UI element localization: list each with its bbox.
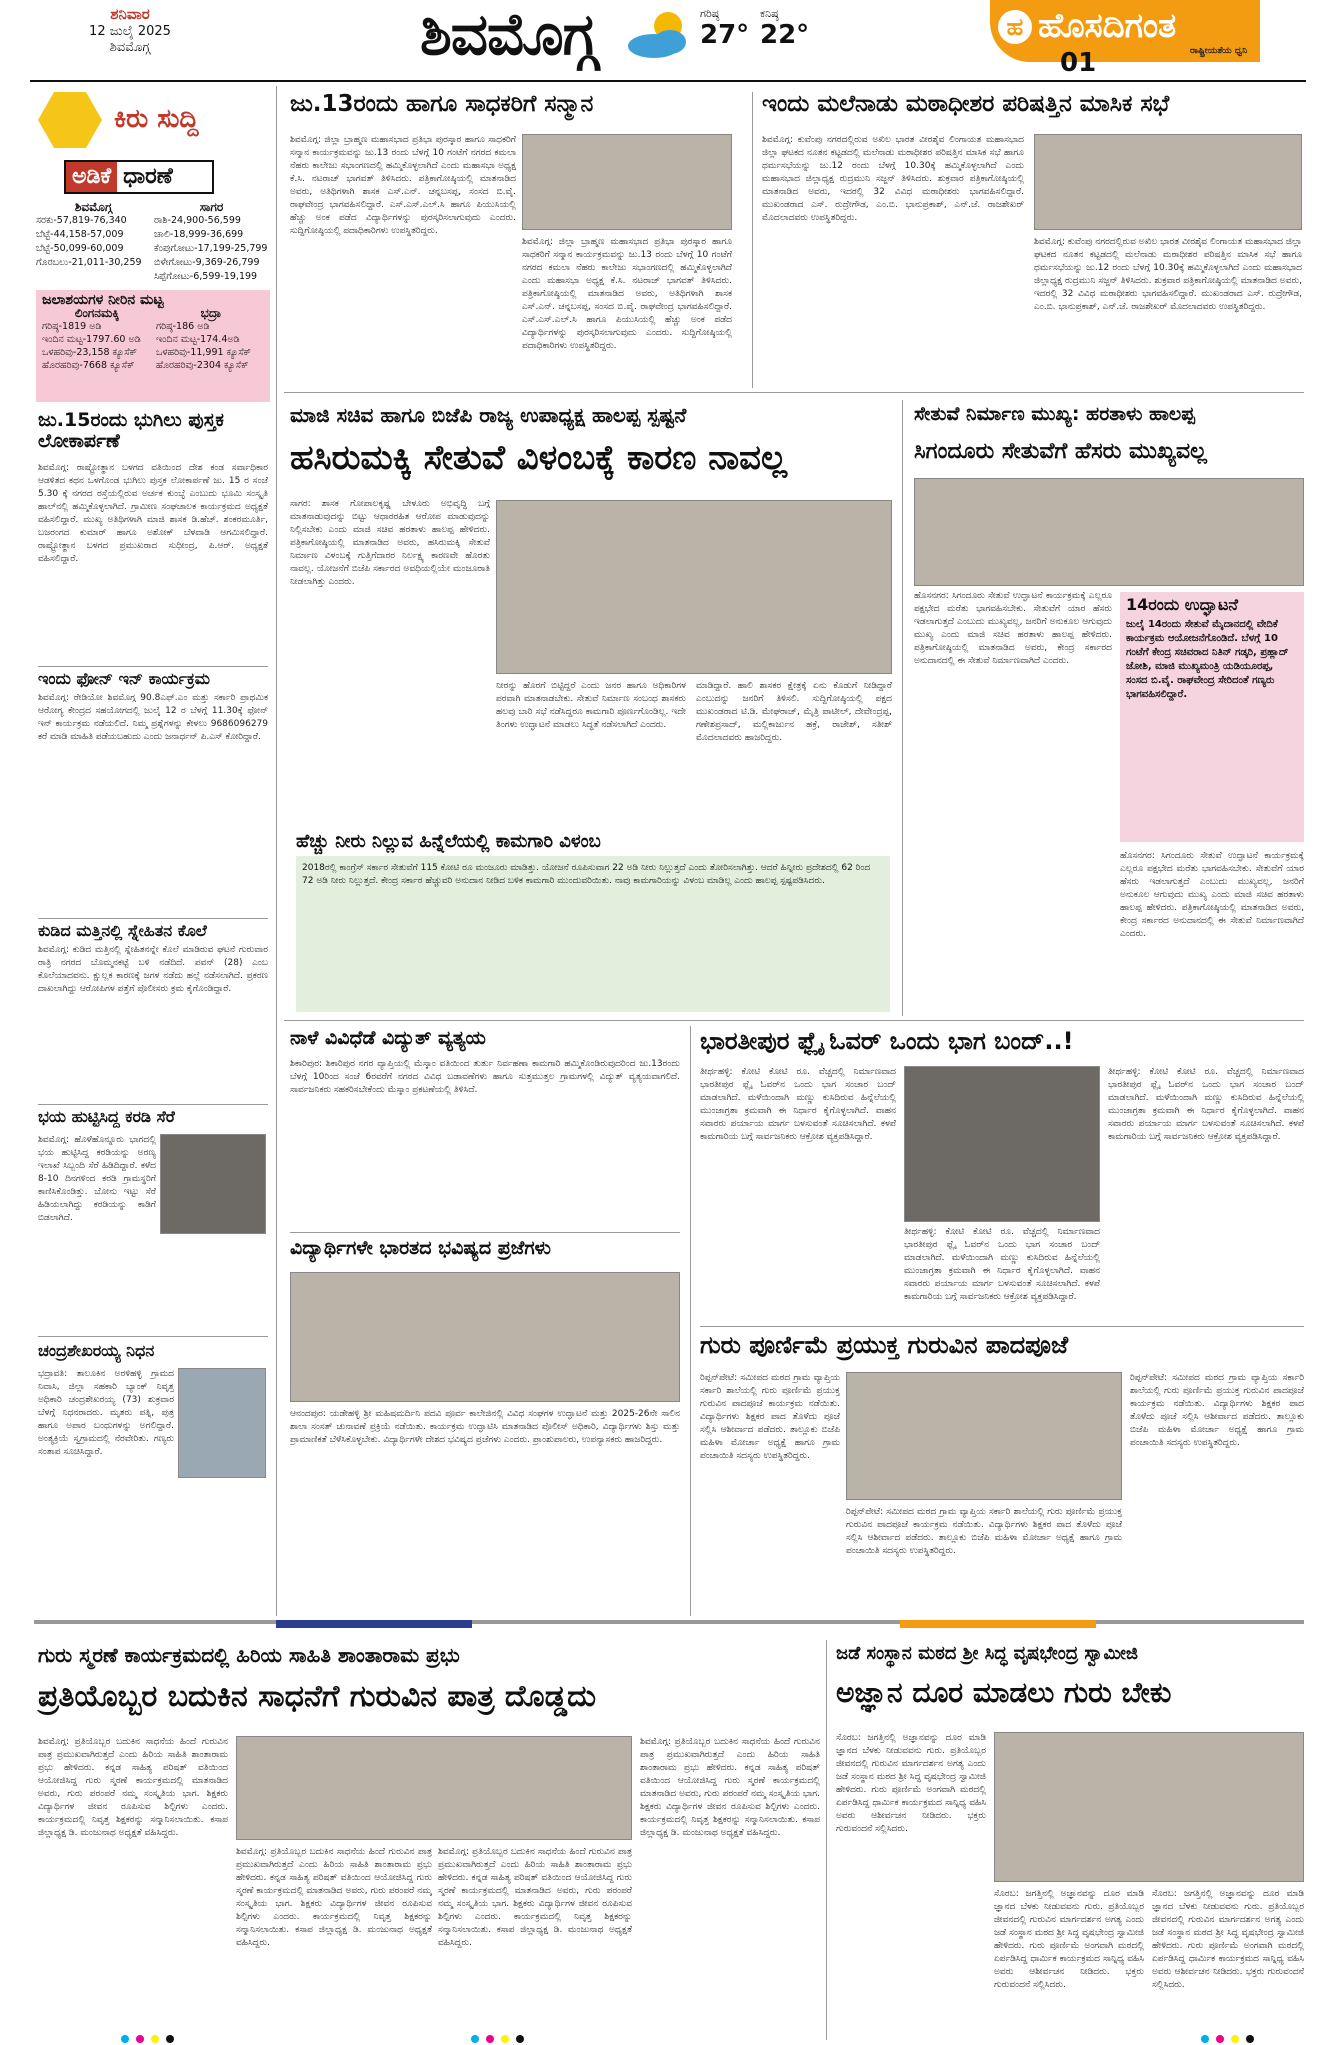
divider (38, 918, 268, 919)
rate-line: ಹೊರಹರಿವು-7668 ಕ್ಯೂಸೆಕ್ (42, 360, 135, 371)
masthead-date-text: 12 ಜುಲೈ 2025 (89, 24, 171, 39)
rate-line: ಇಂದಿನ ಮಟ್ಟ-1797.60 ಅಡಿ (42, 334, 141, 345)
water-level-title: ಜಲಾಶಯಗಳ ನೀರಿನ ಮಟ್ಟ (42, 292, 164, 308)
hand-icon (38, 92, 102, 148)
story-sigandur-cont: ಹೊಸನಗರ: ಸಿಗಂದೂರು ಸೇತುವೆ ಉದ್ಘಾಟನೆ ಕಾರ್ಯಕ್ರಮಕ್ಕೆ ಎಲ್ಲರೂ ಪಕ್ಷಭೇದ ಮರೆತು ಭಾಗವಹಿಸಬೇಕು. ಸೇತುವೆಗೆ ಯಾರ ಹೆಸರು ಇಡಲಾಗುತ್ತದೆ ಎಂಬುದು ಮುಖ್ಯವಲ್ಲ, ಜನರಿಗೆ ಅನುಕೂಲ ಆಗುವುದು ಮುಖ್ಯ ಎಂದು ಮಾಜಿ ಸಚಿವ ಹರತಾಳು ಹಾಲಪ್ಪ ಹೇಳಿದರು. ಪತ್ರಿಕಾಗೋಷ್ಠಿಯಲ್ಲಿ ಮಾತನಾಡಿದ ಅವರು, ಕೇಂದ್ರ ಸರ್ಕಾರದ ಅನುದಾನದಲ್ಲಿ ಈ ಸೇತುವೆ ನಿರ್ಮಾಣವಾಗಿದೆ ಎಂದರು. (1120, 851, 1304, 939)
weather-icon (620, 8, 700, 62)
rates-shimoga: ಶಿವಮೊಗ್ಗ ಸರಕು-57,819-76,340 ಬೆಟ್ಟೆ-44,158-57,009 ಬೆಟ್ಟೆ-50,099-60,009 ಗೊರಬಲು-21,011-30,259 (36, 200, 151, 270)
kiru-suddi-title: ಕಿರು ಸುದ್ದಿ (114, 104, 199, 134)
adike-rate-title: ಅಡಿಕೆ ಧಾರಣೆ (64, 160, 214, 194)
story-guru-purnima: ರಿಪ್ಪನ್‌ಪೇಟೆ: ಸಮೀಪದ ಮಠದ ಗ್ರಾಮ ವ್ಯಾಪ್ತಿಯ ಸರ್ಕಾರಿ ಶಾಲೆಯಲ್ಲಿ ಗುರು ಪೂರ್ಣಿಮೆ ಪ್ರಯುಕ್ತ ಗುರುವಿನ ಪಾದಪೂಜೆ ಕಾರ್ಯಕ್ರಮ ನಡೆಯಿತು. ವಿದ್ಯಾರ್ಥಿಗಳು ಶಿಕ್ಷಕರ ಪಾದ ತೊಳೆದು ಪೂಜೆ ಸಲ್ಲಿಸಿ ಆಶೀರ್ವಾದ ಪಡೆದರು. ತಾಲ್ಲೂಕು ಬಿಜೆಪಿ ಮಹಿಳಾ ಮೋರ್ಚಾ ಅಧ್ಯಕ್ಷೆ ಹಾಗೂ ಗ್ರಾಮ ಪಂಚಾಯಿತಿ ಸದಸ್ಯರು ಉಪಸ್ಥಿತರಿದ್ದರು. (700, 1373, 840, 1461)
photo-students (290, 1272, 680, 1402)
column-divider (276, 86, 277, 1616)
box-delay (296, 856, 890, 1012)
photo-flyover (904, 1066, 1100, 1222)
headline-flyover: ಭಾರತೀಪುರ ಫ್ಲೈ ಓವರ್ ಒಂದು ಭಾಗ ಬಂದ್..! (700, 1027, 1074, 1055)
story-sigandur: ಹೊಸನಗರ: ಸಿಗಂದೂರು ಸೇತುವೆ ಉದ್ಘಾಟನೆ ಕಾರ್ಯಕ್ರಮಕ್ಕೆ ಎಲ್ಲರೂ ಪಕ್ಷಭೇದ ಮರೆತು ಭಾಗವಹಿಸಬೇಕು. ಸೇತುವೆಗೆ ಯಾರ ಹೆಸರು ಇಡಲಾಗುತ್ತದೆ ಎಂಬುದು ಮುಖ್ಯವಲ್ಲ, ಜನರಿಗೆ ಅನುಕೂಲ ಆಗುವುದು ಮುಖ್ಯ ಎಂದು ಮಾಜಿ ಸಚಿವ ಹರತಾಳು ಹಾಲಪ್ಪ ಹೇಳಿದರು. ಪತ್ರಿಕಾಗೋಷ್ಠಿಯಲ್ಲಿ ಮಾತನಾಡಿದ ಅವರು, ಕೇಂದ್ರ ಸರ್ಕಾರದ ಅನುದಾನದಲ್ಲಿ ಈ ಸೇತುವೆ ನಿರ್ಮಾಣವಾಗಿದೆ ಎಂದರು. (914, 591, 1112, 666)
headline-bhugilu: ಜು.15ರಂದು ಭುಗಿಲು ಪುಸ್ತಕ ಲೋಕಾರ್ಪಣೆ (38, 409, 224, 452)
story-jade-matha-cont2: ಸೊರಬ: ಜಗತ್ತಿನಲ್ಲಿ ಅಜ್ಞಾನವನ್ನು ದೂರ ಮಾಡಿ ಜ್ಞಾನದ ಬೆಳಕು ನೀಡುವವನು ಗುರು. ಪ್ರತಿಯೊಬ್ಬರ ಜೀವನದಲ್ಲಿ ಗುರುವಿನ ಮಾರ್ಗದರ್ಶನ ಅಗತ್ಯ ಎಂದು ಜಡೆ ಸಂಸ್ಥಾನ ಮಠದ ಶ್ರೀ ಸಿದ್ಧ ವೃಷಭೇಂದ್ರ ಸ್ವಾಮೀಜಿ ಹೇಳಿದರು. ಗುರು ಪೂರ್ಣಿಮೆ ಅಂಗವಾಗಿ ಮಠದಲ್ಲಿ ಏರ್ಪಡಿಸಿದ್ದ ಧಾರ್ಮಿಕ ಕಾರ್ಯಕ್ರಮದ ಸಾನ್ನಿಧ್ಯ ವಹಿಸಿ ಅವರು ಆಶೀರ್ವಚನ ನೀಡಿದರು. ಭಕ್ತರು ಗುರುವಂದನೆ ಸಲ್ಲಿಸಿದರು. (1152, 1889, 1304, 1990)
column-divider (902, 400, 903, 1016)
rate-line: ಚಾಲಿ-18,999-36,699 (154, 229, 244, 240)
photo-sigandur-press (914, 478, 1304, 586)
photo-brahmana-sabha (522, 134, 732, 230)
rate-line: ಬಿಳೇಗೋಟು-9,369-26,799 (154, 257, 260, 268)
min-temp-value: 22° (760, 20, 810, 50)
rate-line: ರಾಶಿ-24,900-56,599 (154, 215, 241, 226)
story-students: ಆನಂದಪುರ: ಯಡೇಹಳ್ಳಿ ಶ್ರೀ ಮಹಿಷಮರ್ದಿನಿ ಪದವಿ ಪೂರ್ವ ಕಾಲೇಜಿನಲ್ಲಿ ವಿವಿಧ ಸಂಘಗಳ ಉದ್ಘಾಟನೆ ಮತ್ತು 2025-26ನೇ ಸಾಲಿನ ಶಾಲಾ ಸಂಸತ್ ಚುನಾವಣೆ ಪ್ರಕ್ರಿಯೆ ನಡೆಯಿತು. ಕಾರ್ಯಕ್ರಮ ಉದ್ಘಾಟಿಸಿ ಮಾತನಾಡಿದ ಪೊಲೀಸ್ ಅಧಿಕಾರಿ, ವಿದ್ಯಾರ್ಥಿಗಳು ಶಿಸ್ತು ಮತ್ತು ಪ್ರಾಮಾಣಿಕತೆ ಬೆಳೆಸಿಕೊಳ್ಳಬೇಕು. ವಿದ್ಯಾರ್ಥಿಗಳೇ ದೇಶದ ಭವಿಷ್ಯದ ಪ್ರಜೆಗಳು ಎಂದರು. ಪ್ರಾಂಶುಪಾಲರು, ಉಪನ್ಯಾಸಕರು ಹಾಜರಿದ್ದರು. (290, 1409, 680, 1445)
story-mathadhishara-cont: ಶಿವಮೊಗ್ಗ: ಕುವೆಂಪು ನಗರದಲ್ಲಿರುವ ಅಖಿಲ ಭಾರತ ವೀರಶೈವ ಲಿಂಗಾಯತ ಮಹಾಸಭಾದ ಜಿಲ್ಲಾ ಘಟಕದ ನೂತನ ಕಟ್ಟಡದಲ್ಲಿ ಮಲೆನಾಡು ಮಠಾಧೀಶರ ಪರಿಷತ್ತಿನ ಮಾಸಿಕ ಸಭೆ ಹಾಗೂ ಧರ್ಮಸಭೆಯನ್ನು ಜು.12 ರಂದು ಬೆಳಗ್ಗೆ 10.30ಕ್ಕೆ ಹಮ್ಮಿಕೊಳ್ಳಲಾಗಿದೆ ಎಂದು ಮಹಾಸಭಾದ ಜಿಲ್ಲಾಧ್ಯಕ್ಷ ರುದ್ರಮುನಿ ಸಜ್ಜನ್ ತಿಳಿಸಿದರು. ಶುಕ್ರವಾರ ಪತ್ರಿಕಾಗೋಷ್ಠಿಯಲ್ಲಿ ಮಾತನಾಡಿದ ಅವರು, ಇದರಲ್ಲಿ 32 ವಿವಿಧ ಮಠಾಧೀಶರು ಭಾಗವಹಿಸಲಿದ್ದಾರೆ. ಮುಖಂಡರಾದ ಎಸ್. ರುದ್ರೇಗೌಡ, ಎಂ.ಬಿ. ಭಾನುಪ್ರಕಾಶ್, ಎನ್.ಜೆ. ರಾಜಶೇಖರ್ ಮೊದಲಾದವರು ಉಪಸ್ಥಿತರಿದ್ದರು. (1034, 237, 1302, 312)
story-hasirumakki-cont: ನೀರನ್ನು ಹೊರಗೆ ಬಿಟ್ಟಿದ್ದರೆ ಎಂದು ಜನರ ಹಾಗೂ ಅಧಿಕಾರಿಗಳ ಪರವಾಗಿ ಮಾತನಾಡಬೇಕು. ಸೇತುವೆ ನಿರ್ಮಾಣ ಸಂಬಂಧ ಶಾಸಕರು ಹಲವು ಬಾರಿ ಸಭೆ ನಡೆಸಿದ್ದರೂ ಕಾಮಗಾರಿ ಪೂರ್ಣಗೊಂಡಿಲ್ಲ. ಇದೇ ತಿಂಗಳು ಉದ್ಘಾಟನೆ ಮಾಡಲು ಸಿದ್ಧತೆ ನಡೆಸಲಾಗಿದೆ ಎಂದರು. (496, 681, 686, 730)
registration-marks-icon (470, 2034, 530, 2044)
masthead-date (60, 6, 200, 56)
story-guru-purnima-cont: ರಿಪ್ಪನ್‌ಪೇಟೆ: ಸಮೀಪದ ಮಠದ ಗ್ರಾಮ ವ್ಯಾಪ್ತಿಯ ಸರ್ಕಾರಿ ಶಾಲೆಯಲ್ಲಿ ಗುರು ಪೂರ್ಣಿಮೆ ಪ್ರಯುಕ್ತ ಗುರುವಿನ ಪಾದಪೂಜೆ ಕಾರ್ಯಕ್ರಮ ನಡೆಯಿತು. ವಿದ್ಯಾರ್ಥಿಗಳು ಶಿಕ್ಷಕರ ಪಾದ ತೊಳೆದು ಪೂಜೆ ಸಲ್ಲಿಸಿ ಆಶೀರ್ವಾದ ಪಡೆದರು. ತಾಲ್ಲೂಕು ಬಿಜೆಪಿ ಮಹಿಳಾ ಮೋರ್ಚಾ ಅಧ್ಯಕ್ಷೆ ಹಾಗೂ ಗ್ರಾಮ ಪಂಚಾಯಿತಿ ಸದಸ್ಯರು ಉಪಸ್ಥಿತರಿದ್ದರು. (846, 1507, 1122, 1556)
divider (38, 666, 268, 667)
photo-halappa-press (496, 500, 892, 674)
divider (284, 1020, 1304, 1021)
headline-sigandur: ಸಿಗಂದೂರು ಸೇತುವೆಗೆ ಹೆಸರು ಮುಖ್ಯವಲ್ಲ (914, 439, 1207, 464)
headline-power-cut: ನಾಳೆ ವಿವಿಧೆಡೆ ವಿದ್ಯುತ್ ವ್ಯತ್ಯಯ (290, 1027, 486, 1049)
masthead-rule (30, 80, 1306, 82)
headline-mathadhishara: ಇಂದು ಮಲೆನಾಡು ಮಠಾಧೀಶರ ಪರಿಷತ್ತಿನ ಮಾಸಿಕ ಸಭೆ (762, 91, 1170, 117)
headline-murder: ಕುಡಿದ ಮತ್ತಿನಲ್ಲಿ ಸ್ನೇಹಿತನ ಕೊಲೆ (38, 921, 207, 940)
divider (284, 392, 1304, 393)
divider (700, 1326, 1304, 1327)
story-mathadhishara: ಶಿವಮೊಗ್ಗ: ಕುವೆಂಪು ನಗರದಲ್ಲಿರುವ ಅಖಿಲ ಭಾರತ ವೀರಶೈವ ಲಿಂಗಾಯತ ಮಹಾಸಭಾದ ಜಿಲ್ಲಾ ಘಟಕದ ನೂತನ ಕಟ್ಟಡದಲ್ಲಿ ಮಲೆನಾಡು ಮಠಾಧೀಶರ ಪರಿಷತ್ತಿನ ಮಾಸಿಕ ಸಭೆ ಹಾಗೂ ಧರ್ಮಸಭೆಯನ್ನು ಜು.12 ರಂದು ಬೆಳಗ್ಗೆ 10.30ಕ್ಕೆ ಹಮ್ಮಿಕೊಳ್ಳಲಾಗಿದೆ ಎಂದು ಮಹಾಸಭಾದ ಜಿಲ್ಲಾಧ್ಯಕ್ಷ ರುದ್ರಮುನಿ ಸಜ್ಜನ್ ತಿಳಿಸಿದರು. ಶುಕ್ರವಾರ ಪತ್ರಿಕಾಗೋಷ್ಠಿಯಲ್ಲಿ ಮಾತನಾಡಿದ ಅವರು, ಇದರಲ್ಲಿ 32 ವಿವಿಧ ಮಠಾಧೀಶರು ಭಾಗವಹಿಸಲಿದ್ದಾರೆ. ಮುಖಂಡರಾದ ಎಸ್. ರುದ್ರೇಗೌಡ, ಎಂ.ಬಿ. ಭಾನುಪ್ರಕಾಶ್, ಎನ್.ಜೆ. ರಾಜಶೇಖರ್ ಮೊದಲಾದವರು ಉಪಸ್ಥಿತರಿದ್ದರು. (762, 135, 1024, 223)
story-brahmana-sabha: ಶಿವಮೊಗ್ಗ: ಜಿಲ್ಲಾ ಬ್ರಾಹ್ಮಣ ಮಹಾಸಭಾದ ಪ್ರತಿಭಾ ಪುರಸ್ಕಾರ ಹಾಗೂ ಸಾಧಕರಿಗೆ ಸನ್ಮಾನ ಕಾರ್ಯಕ್ರಮವನ್ನು ಜು.13 ರಂದು ಬೆಳಗ್ಗೆ 10 ಗಂಟೆಗೆ ನಗರದ ಕಮಲಾ ನೆಹರು ಕಾಲೇಜು ಸಭಾಂಗಣದಲ್ಲಿ ಹಮ್ಮಿಕೊಳ್ಳಲಾಗಿದೆ ಎಂದು ಮಹಾಸಭಾ ಅಧ್ಯಕ್ಷ ಕೆ.ಸಿ. ನಟರಾಜ್ ಭಾಗವತ್ ತಿಳಿಸಿದರು. ಪತ್ರಿಕಾಗೋಷ್ಠಿಯಲ್ಲಿ ಮಾತನಾಡಿದ ಅವರು, ಅತಿಥಿಗಳಾಗಿ ಶಾಸಕ ಎಸ್.ಎನ್. ಚನ್ನಬಸಪ್ಪ, ಸಂಸದ ಬಿ.ವೈ. ರಾಘವೇಂದ್ರ ಭಾಗವಹಿಸಲಿದ್ದಾರೆ. ಎಸ್.ಎಸ್.ಎಲ್.ಸಿ ಹಾಗೂ ಪಿಯುಸಿಯಲ್ಲಿ ಹೆಚ್ಚು ಅಂಕ ಪಡೆದ ವಿದ್ಯಾರ್ಥಿಗಳನ್ನು ಪುರಸ್ಕರಿಸಲಾಗುವುದು ಎಂದರು. ಸುದ್ದಿಗೋಷ್ಠಿಯಲ್ಲಿ ಪದಾಧಿಕಾರಿಗಳು ಉಪಸ್ಥಿತರಿದ್ದರು. (290, 135, 516, 236)
story-guru-smarane-cont2: ಶಿವಮೊಗ್ಗ: ಪ್ರತಿಯೊಬ್ಬರ ಬದುಕಿನ ಸಾಧನೆಯ ಹಿಂದೆ ಗುರುವಿನ ಪಾತ್ರ ಪ್ರಮುಖವಾಗಿರುತ್ತದೆ ಎಂದು ಹಿರಿಯ ಸಾಹಿತಿ ಶಾಂತಾರಾಮ ಪ್ರಭು ಹೇಳಿದರು. ಕನ್ನಡ ಸಾಹಿತ್ಯ ಪರಿಷತ್ ವತಿಯಿಂದ ಆಯೋಜಿಸಿದ್ದ ಗುರು ಸ್ಮರಣೆ ಕಾರ್ಯಕ್ರಮದಲ್ಲಿ ಮಾತನಾಡಿದ ಅವರು, ಗುರು ಪರಂಪರೆ ನಮ್ಮ ಸಂಸ್ಕೃತಿಯ ಭಾಗ. ಶಿಕ್ಷಕರು ವಿದ್ಯಾರ್ಥಿಗಳ ಜೀವನ ರೂಪಿಸುವ ಶಿಲ್ಪಿಗಳು ಎಂದರು. ಕಾರ್ಯಕ್ರಮದಲ್ಲಿ ನಿವೃತ್ತ ಶಿಕ್ಷಕರನ್ನು ಸನ್ಮಾನಿಸಲಾಯಿತು. ಕಸಾಪ ಜಿಲ್ಲಾಧ್ಯಕ್ಷ ಡಿ. ಮಂಜುನಾಥ ಅಧ್ಯಕ್ಷತೆ ವಹಿಸಿದ್ದರು. (438, 1847, 632, 1948)
column-divider (752, 92, 753, 388)
min-temp-label: ಕನಿಷ್ಠ (760, 7, 779, 20)
rate-line: ಬೆಟ್ಟೆ-44,158-57,009 (36, 229, 124, 240)
kicker-jade-matha: ಜಡೆ ಸಂಸ್ಥಾನ ಮಠದ ಶ್ರೀ ಸಿದ್ಧ ವೃಷಭೇಂದ್ರ ಸ್ವಾಮೀಜಿ (836, 1643, 1139, 1664)
headline-phone-in: ಇಂದು ಫೋನ್ ಇನ್ ಕಾರ್ಯಕ್ರಮ (38, 669, 211, 688)
section-separator (34, 1620, 1304, 1624)
min-temp (760, 8, 809, 50)
rate-line: ಒಳಹರಿವು-11,991 ಕ್ಯೂಸೆಕ್ (156, 347, 251, 358)
max-temp-value: 27° (700, 20, 750, 50)
box-inauguration-title: 14ರಂದು ಉದ್ಘಾಟನೆ (1126, 595, 1238, 614)
masthead-city: ಶಿವಮೊಗ್ಗ (109, 40, 151, 55)
registration-marks-icon (1200, 2034, 1260, 2044)
story-murder: ಶಿವಮೊಗ್ಗ: ಕುಡಿದ ಮತ್ತಿನಲ್ಲಿ ಸ್ನೇಹಿತನನ್ನೇ ಕೊಲೆ ಮಾಡಿರುವ ಘಟನೆ ಗುರುವಾರ ರಾತ್ರಿ ನಗರದ ಬೊಮ್ಮನಕಟ್ಟೆ ಬಳಿ ನಡೆದಿದೆ. ಪವನ್ (28) ಎಂಬ ಕೊಲೆಯಾದವನು. ಕ್ಷುಲ್ಲಕ ಕಾರಣಕ್ಕೆ ಜಗಳ ನಡೆದು ಹಲ್ಲೆ ನಡೆಸಲಾಗಿದೆ. ಪ್ರಕರಣ ದಾಖಲಾಗಿದ್ದು ಆರೋಪಿಗಳ ಪತ್ತೆಗೆ ಪೊಲೀಸರು ಕ್ರಮ ಕೈಗೊಂಡಿದ್ದಾರೆ. (38, 945, 268, 994)
headline-bear: ಭಯ ಹುಟ್ಟಿಸಿದ್ದ ಕರಡಿ ಸೆರೆ (38, 1107, 175, 1126)
headline-obituary: ಚಂದ್ರಶೇಖರಯ್ಯ ನಿಧನ (38, 1341, 155, 1360)
headline-jade-matha: ಅಜ್ಞಾನ ದೂರ ಮಾಡಲು ಗುರು ಬೇಕು (836, 1676, 1172, 1709)
story-guru-smarane-cont: ಶಿವಮೊಗ್ಗ: ಪ್ರತಿಯೊಬ್ಬರ ಬದುಕಿನ ಸಾಧನೆಯ ಹಿಂದೆ ಗುರುವಿನ ಪಾತ್ರ ಪ್ರಮುಖವಾಗಿರುತ್ತದೆ ಎಂದು ಹಿರಿಯ ಸಾಹಿತಿ ಶಾಂತಾರಾಮ ಪ್ರಭು ಹೇಳಿದರು. ಕನ್ನಡ ಸಾಹಿತ್ಯ ಪರಿಷತ್ ವತಿಯಿಂದ ಆಯೋಜಿಸಿದ್ದ ಗುರು ಸ್ಮರಣೆ ಕಾರ್ಯಕ್ರಮದಲ್ಲಿ ಮಾತನಾಡಿದ ಅವರು, ಗುರು ಪರಂಪರೆ ನಮ್ಮ ಸಂಸ್ಕೃತಿಯ ಭಾಗ. ಶಿಕ್ಷಕರು ವಿದ್ಯಾರ್ಥಿಗಳ ಜೀವನ ರೂಪಿಸುವ ಶಿಲ್ಪಿಗಳು ಎಂದರು. ಕಾರ್ಯಕ್ರಮದಲ್ಲಿ ನಿವೃತ್ತ ಶಿಕ್ಷಕರನ್ನು ಸನ್ಮಾನಿಸಲಾಯಿತು. ಕಸಾಪ ಜಿಲ್ಲಾಧ್ಯಕ್ಷ ಡಿ. ಮಂಜುನಾಥ ಅಧ್ಯಕ್ಷತೆ ವಹಿಸಿದ್ದರು. (236, 1847, 432, 1948)
rate-line: ಗರಿಷ್ಠ-1819 ಅಡಿ (42, 321, 102, 332)
obituary-photo (178, 1368, 266, 1478)
story-flyover-cont2: ತೀರ್ಥಹಳ್ಳಿ: ಕೋಟಿ ಕೋಟಿ ರೂ. ವೆಚ್ಚದಲ್ಲಿ ನಿರ್ಮಾಣವಾದ ಭಾರತೀಪುರ ಫ್ಲೈ ಓವರ್‌ನ ಒಂದು ಭಾಗ ಸಂಚಾರ ಬಂದ್ ಮಾಡಲಾಗಿದೆ. ಮಳೆಯಿಂದಾಗಿ ಮಣ್ಣು ಕುಸಿದಿರುವ ಹಿನ್ನೆಲೆಯಲ್ಲಿ ಮುಂಜಾಗ್ರತಾ ಕ್ರಮವಾಗಿ ಈ ನಿರ್ಧಾರ ಕೈಗೊಳ್ಳಲಾಗಿದೆ. ವಾಹನ ಸವಾರರು ಪರ್ಯಾಯ ಮಾರ್ಗ ಬಳಸುವಂತೆ ಸೂಚಿಸಲಾಗಿದೆ. ಕಳಪೆ ಕಾಮಗಾರಿಯ ಬಗ್ಗೆ ಸಾರ್ವಜನಿಕರು ಆಕ್ರೋಶ ವ್ಯಕ್ತಪಡಿಸಿದ್ದಾರೆ. (904, 1227, 1100, 1302)
rate-line: ಸಿಪ್ಪೆಗೋಟು-6,599-19,199 (154, 271, 258, 282)
headline-guru-purnima: ಗುರು ಪೂರ್ಣಿಮೆ ಪ್ರಯುಕ್ತ ಗುರುವಿನ ಪಾದಪೂಜೆ (700, 1331, 1069, 1359)
story-power-cut: ಶಿಕಾರಿಪುರ: ಶಿಕಾರಿಪುರ ನಗರ ವ್ಯಾಪ್ತಿಯಲ್ಲಿ ಮೆಸ್ಕಾಂ ವತಿಯಿಂದ ತುರ್ತು ನಿರ್ವಹಣಾ ಕಾಮಗಾರಿ ಹಮ್ಮಿಕೊಂಡಿರುವುದರಿಂದ ಜು.13ರಂದು ಬೆಳಗ್ಗೆ 10ರಿಂದ ಸಂಜೆ 6ರವರೆಗೆ ನಗರದ ವಿವಿಧ ಬಡಾವಣೆಗಳು ಹಾಗೂ ಸುತ್ತಮುತ್ತಲ ಗ್ರಾಮಗಳಲ್ಲಿ ವಿದ್ಯುತ್ ವ್ಯತ್ಯಯವಾಗಲಿದೆ. ಸಾರ್ವಜನಿಕರು ಸಹಕರಿಸಬೇಕೆಂದು ಮೆಸ್ಕಾಂ ಪ್ರಕಟಣೆಯಲ್ಲಿ ತಿಳಿಸಿದೆ. (290, 1059, 680, 1095)
rate-line: ಕೆಂಪುಗೋಟು-17,199-25,799 (154, 243, 268, 254)
bear-photo (160, 1134, 266, 1234)
story-brahmana-sabha-cont: ಶಿವಮೊಗ್ಗ: ಜಿಲ್ಲಾ ಬ್ರಾಹ್ಮಣ ಮಹಾಸಭಾದ ಪ್ರತಿಭಾ ಪುರಸ್ಕಾರ ಹಾಗೂ ಸಾಧಕರಿಗೆ ಸನ್ಮಾನ ಕಾರ್ಯಕ್ರಮವನ್ನು ಜು.13 ರಂದು ಬೆಳಗ್ಗೆ 10 ಗಂಟೆಗೆ ನಗರದ ಕಮಲಾ ನೆಹರು ಕಾಲೇಜು ಸಭಾಂಗಣದಲ್ಲಿ ಹಮ್ಮಿಕೊಳ್ಳಲಾಗಿದೆ ಎಂದು ಮಹಾಸಭಾ ಅಧ್ಯಕ್ಷ ಕೆ.ಸಿ. ನಟರಾಜ್ ಭಾಗವತ್ ತಿಳಿಸಿದರು. ಪತ್ರಿಕಾಗೋಷ್ಠಿಯಲ್ಲಿ ಮಾತನಾಡಿದ ಅವರು, ಅತಿಥಿಗಳಾಗಿ ಶಾಸಕ ಎಸ್.ಎನ್. ಚನ್ನಬಸಪ್ಪ, ಸಂಸದ ಬಿ.ವೈ. ರಾಘವೇಂದ್ರ ಭಾಗವಹಿಸಲಿದ್ದಾರೆ. ಎಸ್.ಎಸ್.ಎಲ್.ಸಿ ಹಾಗೂ ಪಿಯುಸಿಯಲ್ಲಿ ಹೆಚ್ಚು ಅಂಕ ಪಡೆದ ವಿದ್ಯಾರ್ಥಿಗಳನ್ನು ಪುರಸ್ಕರಿಸಲಾಗುವುದು ಎಂದರು. ಸುದ್ದಿಗೋಷ್ಠಿಯಲ್ಲಿ ಪದಾಧಿಕಾರಿಗಳು ಉಪಸ್ಥಿತರಿದ್ದರು. (522, 237, 732, 351)
masthead-title: ಶಿವಮೊಗ್ಗ (420, 0, 597, 68)
kiru-suddi-banner (38, 92, 266, 152)
divider (38, 1336, 268, 1337)
headline-brahmana-sabha: ಜು.13ರಂದು ಹಾಗೂ ಸಾಧಕರಿಗೆ ಸನ್ಮಾನ (290, 91, 594, 117)
dam-water-level-box (36, 290, 270, 402)
accent-bar-orange (900, 1620, 1096, 1628)
story-phone-in: ಶಿವಮೊಗ್ಗ: ರೇಡಿಯೋ ಶಿವಮೊಗ್ಗ 90.8ಎಫ್.ಎಂ ಮತ್ತು ಸರ್ಕಾರಿ ಪ್ರಾಥಮಿಕ ಆರೋಗ್ಯ ಕೇಂದ್ರದ ಸಹಯೋಗದಲ್ಲಿ ಜುಲೈ 12 ರ ಬೆಳಗ್ಗೆ 11.30ಕ್ಕೆ ಫೋನ್ ಇನ್ ಕಾರ್ಯಕ್ರಮ ನಡೆಯಲಿದೆ. ನಿಮ್ಮ ಪ್ರಶ್ನೆಗಳನ್ನು ಕೇಳಲು 9686096279 ಕರೆ ಮಾಡಿ ಮಾಹಿತಿ ಪಡೆಯಬಹುದು ಎಂದು ಜನಾರ್ಧನ್ ಪಿ.ಎಸ್ ಕೋರಿದ್ದಾರೆ. (38, 693, 268, 742)
story-bhugilu: ಶಿವಮೊಗ್ಗ: ರಾಷ್ಟ್ರೋತ್ಥಾನ ಬಳಗದ ವತಿಯಿಂದ ದೇಶ ಕಂಡ ಸರ್ವಾಧಿಕಾರ ಆಡಳಿತದ ಕಥನ ಒಳಗೊಂಡ ಭುಗಿಲು ಪುಸ್ತಕ ಲೋಕಾರ್ಪಣೆ ಜು. 15 ರ ಸಂಜೆ 5.30 ಕ್ಕೆ ನಗರದ ರಸ್ತೆಯಲ್ಲಿರುವ ಅರ್ಚಕ ಕುಂಬ್ಳೆ ಎಂಬುದು ಭೂಮಿ ಸಂಸ್ಕೃತಿ ಹಾಲ್‌ನಲ್ಲಿ ಹಮ್ಮಿಕೊಳ್ಳಲಾಗಿದೆ. ಗ್ರಾಮೀಣ ಸಂಘಚಾಲಕ ಕಾರ್ಯಕ್ರಮದ ಅಧ್ಯಕ್ಷತೆ ವಹಿಸಲಿದ್ದಾರೆ. ಮುಖ್ಯ ಅತಿಥಿಗಳಾಗಿ ಮಾಜಿ ಶಾಸಕ ಡಿ.ಹೆಚ್. ಶಂಕರಮೂರ್ತಿ, ಬಜರಂಗದ ಕುಮಾರ್ ಹಾಗೂ ಅಶೋಕ್ ಬೆಳವಾಡಿ ಆಗಮಿಸಲಿದ್ದಾರೆ. ರಾಷ್ಟ್ರೋತ್ಥಾನ ಬಳಗದ ಪ್ರಮುಖರಾದ ಸುಧೀಂದ್ರ, ಪಿ.ಆರ್. ಅಧ್ಯಕ್ಷತೆ ವಹಿಸಲಿದ್ದಾರೆ. (38, 463, 268, 564)
photo-guru-purnima (846, 1372, 1122, 1500)
photo-guru-smarane (236, 1736, 632, 1840)
rate-line: ಹೊರಹರಿವು-2304 ಕ್ಯೂಸೆಕ್ (156, 360, 249, 371)
headline-hasirumakki: ಹಸಿರುಮಕ್ಕಿ ಸೇತುವೆ ವಿಳಂಬಕ್ಕೆ ಕಾರಣ ನಾವಲ್ಲ (290, 438, 788, 478)
kicker-guru-smarane: ಗುರು ಸ್ಮರಣೆ ಕಾರ್ಯಕ್ರಮದಲ್ಲಿ ಹಿರಿಯ ಸಾಹಿತಿ ಶಾಂತಾರಾಮ ಪ್ರಭು (38, 1643, 460, 1667)
accent-bar-blue (276, 1620, 472, 1628)
brand-emblem-icon: ಹ (998, 10, 1032, 44)
story-flyover-cont: ತೀರ್ಥಹಳ್ಳಿ: ಕೋಟಿ ಕೋಟಿ ರೂ. ವೆಚ್ಚದಲ್ಲಿ ನಿರ್ಮಾಣವಾದ ಭಾರತೀಪುರ ಫ್ಲೈ ಓವರ್‌ನ ಒಂದು ಭಾಗ ಸಂಚಾರ ಬಂದ್ ಮಾಡಲಾಗಿದೆ. ಮಳೆಯಿಂದಾಗಿ ಮಣ್ಣು ಕುಸಿದಿರುವ ಹಿನ್ನೆಲೆಯಲ್ಲಿ ಮುಂಜಾಗ್ರತಾ ಕ್ರಮವಾಗಿ ಈ ನಿರ್ಧಾರ ಕೈಗೊಳ್ಳಲಾಗಿದೆ. ವಾಹನ ಸವಾರರು ಪರ್ಯಾಯ ಮಾರ್ಗ ಬಳಸುವಂತೆ ಸೂಚಿಸಲಾಗಿದೆ. ಕಳಪೆ ಕಾಮಗಾರಿಯ ಬಗ್ಗೆ ಸಾರ್ವಜನಿಕರು ಆಕ್ರೋಶ ವ್ಯಕ್ತಪಡಿಸಿದ್ದಾರೆ. (1108, 1067, 1304, 1142)
story-hasirumakki: ಸಾಗರ: ಶಾಸಕ ಗೋಪಾಲಕೃಷ್ಣ ಬೇಳೂರು ಅಭಿವೃದ್ಧಿ ಬಗ್ಗೆ ಮಾತನಾಡುವುದನ್ನು ಬಿಟ್ಟು ಆಧಾರರಹಿತ ಆರೋಪ ಮಾಡುವುದನ್ನು ನಿಲ್ಲಿಸಬೇಕು ಎಂದು ಮಾಜಿ ಸಚಿವ ಹರತಾಳು ಹಾಲಪ್ಪ ಹೇಳಿದರು. ಪತ್ರಿಕಾಗೋಷ್ಠಿಯಲ್ಲಿ ಮಾತನಾಡಿದ ಅವರು, ಹಸಿರುಮಕ್ಕಿ ಸೇತುವೆ ನಿರ್ಮಾಣ ವಿಳಂಬಕ್ಕೆ ಗುತ್ತಿಗೆದಾರರ ನಿರ್ಲಕ್ಷ್ಯ ಕಾರಣವೇ ಹೊರತು ನಾವಲ್ಲ. ಯೋಜನೆಗೆ ಬಿಜೆಪಿ ಸರ್ಕಾರದ ಅವಧಿಯಲ್ಲಿಯೇ ಮಂಜೂರಾತಿ ನೀಡಲಾಗಿತ್ತು ಎಂದರು. (290, 499, 490, 587)
headline-students: ವಿದ್ಯಾರ್ಥಿಗಳೇ ಭಾರತದ ಭವಿಷ್ಯದ ಪ್ರಜೆಗಳು (290, 1237, 551, 1259)
box-inauguration (1120, 592, 1304, 842)
rate-line: ಗರಿಷ್ಠ-186 ಅಡಿ (156, 321, 210, 332)
rate-line: ಇಂದಿನ ಮಟ್ಟ-174.4ಅಡಿ (156, 334, 240, 345)
photo-mathadhishara (1034, 134, 1302, 230)
divider (290, 1232, 680, 1233)
max-temp-label: ಗರಿಷ್ಠ (700, 7, 720, 20)
story-hasirumakki-cont2: ಮಾಡಿದ್ದಾರೆ. ಹಾಲಿ ಶಾಸಕರ ಕ್ಷೇತ್ರಕ್ಕೆ ಏನು ಕೊಡುಗೆ ನೀಡಿದ್ದಾರೆ ಎಂಬುದನ್ನು ಜನರಿಗೆ ತಿಳಿಸಲಿ. ಸುದ್ದಿಗೋಷ್ಠಿಯಲ್ಲಿ ಪಕ್ಷದ ಮುಖಂಡರಾದ ಟಿ.ಡಿ. ಮೇಘರಾಜ್, ಮೈತ್ರಿ ಪಾಟೀಲ್, ದೇವೇಂದ್ರಪ್ಪ, ಗಣೇಶಪ್ರಸಾದ್, ಮಲ್ಲಿಕಾರ್ಜುನ ಹಕ್ರೆ, ರಾಜೇಶ್, ಸತೀಶ್ ಮೊದಲಾದವರು ಹಾಜರಿದ್ದರು. (696, 681, 892, 743)
brand-name: ಹೊಸದಿಗಂತ (1038, 6, 1177, 46)
brand-logo (990, 0, 1260, 62)
kicker-halappa: ಮಾಜಿ ಸಚಿವ ಹಾಗೂ ಬಿಜೆಪಿ ರಾಜ್ಯ ಉಪಾಧ್ಯಕ್ಷ ಹಾಲಪ್ಪ ಸ್ಪಷ್ಟನೆ (290, 403, 687, 427)
divider (38, 1104, 268, 1105)
max-temp (700, 8, 749, 50)
rate-line: ಸರಕು-57,819-76,340 (36, 215, 127, 226)
story-jade-matha: ಸೊರಬ: ಜಗತ್ತಿನಲ್ಲಿ ಅಜ್ಞಾನವನ್ನು ದೂರ ಮಾಡಿ ಜ್ಞಾನದ ಬೆಳಕು ನೀಡುವವನು ಗುರು. ಪ್ರತಿಯೊಬ್ಬರ ಜೀವನದಲ್ಲಿ ಗುರುವಿನ ಮಾರ್ಗದರ್ಶನ ಅಗತ್ಯ ಎಂದು ಜಡೆ ಸಂಸ್ಥಾನ ಮಠದ ಶ್ರೀ ಸಿದ್ಧ ವೃಷಭೇಂದ್ರ ಸ್ವಾಮೀಜಿ ಹೇಳಿದರು. ಗುರು ಪೂರ್ಣಿಮೆ ಅಂಗವಾಗಿ ಮಠದಲ್ಲಿ ಏರ್ಪಡಿಸಿದ್ದ ಧಾರ್ಮಿಕ ಕಾರ್ಯಕ್ರಮದ ಸಾನ್ನಿಧ್ಯ ವಹಿಸಿ ಅವರು ಆಶೀರ್ವಚನ ನೀಡಿದರು. ಭಕ್ತರು ಗುರುವಂದನೆ ಸಲ್ಲಿಸಿದರು. (836, 1733, 986, 1834)
kicker-sigandur: ಸೇತುವೆ ನಿರ್ಮಾಣ ಮುಖ್ಯ: ಹರತಾಳು ಹಾಲಪ್ಪ (914, 403, 1195, 425)
story-bear: ಶಿವಮೊಗ್ಗ: ಹೊಳೆಹೊನ್ನೂರು ಭಾಗದಲ್ಲಿ ಭಯ ಹುಟ್ಟಿಸಿದ್ದ ಕರಡಿಯನ್ನು ಅರಣ್ಯ ಇಲಾಖೆ ಸಿಬ್ಬಂದಿ ಸೆರೆ ಹಿಡಿದಿದ್ದಾರೆ. ಕಳೆದ 8-10 ದಿನಗಳಿಂದ ಕರಡಿ ಗ್ರಾಮಸ್ಥರಿಗೆ ಕಾಣಿಸಿಕೊಂಡಿತ್ತು. ಬೋನು ಇಟ್ಟು ಸೆರೆ ಹಿಡಿಯಲಾಗಿದ್ದು ಕರಡಿಯನ್ನು ಕಾಡಿಗೆ ಬಿಡಲಾಗಿದೆ. (38, 1135, 156, 1223)
story-jade-matha-cont: ಸೊರಬ: ಜಗತ್ತಿನಲ್ಲಿ ಅಜ್ಞಾನವನ್ನು ದೂರ ಮಾಡಿ ಜ್ಞಾನದ ಬೆಳಕು ನೀಡುವವನು ಗುರು. ಪ್ರತಿಯೊಬ್ಬರ ಜೀವನದಲ್ಲಿ ಗುರುವಿನ ಮಾರ್ಗದರ್ಶನ ಅಗತ್ಯ ಎಂದು ಜಡೆ ಸಂಸ್ಥಾನ ಮಠದ ಶ್ರೀ ಸಿದ್ಧ ವೃಷಭೇಂದ್ರ ಸ್ವಾಮೀಜಿ ಹೇಳಿದರು. ಗುರು ಪೂರ್ಣಿಮೆ ಅಂಗವಾಗಿ ಮಠದಲ್ಲಿ ಏರ್ಪಡಿಸಿದ್ದ ಧಾರ್ಮಿಕ ಕಾರ್ಯಕ್ರಮದ ಸಾನ್ನಿಧ್ಯ ವಹಿಸಿ ಅವರು ಆಶೀರ್ವಚನ ನೀಡಿದರು. ಭಕ್ತರು ಗುರುವಂದನೆ ಸಲ್ಲಿಸಿದರು. (994, 1889, 1144, 1990)
rates-sagar: ಸಾಗರ ರಾಶಿ-24,900-56,599 ಚಾಲಿ-18,999-36,699 ಕೆಂಪುಗೋಟು-17,199-25,799 ಬಿಳೇಗೋಟು-9,369-26,799 ಸಿಪ್ಪೆಗೋಟು-6,599-19,199 (154, 200, 268, 282)
masthead-day: ಶನಿವಾರ (110, 5, 150, 23)
story-guru-smarane: ಶಿವಮೊಗ್ಗ: ಪ್ರತಿಯೊಬ್ಬರ ಬದುಕಿನ ಸಾಧನೆಯ ಹಿಂದೆ ಗುರುವಿನ ಪಾತ್ರ ಪ್ರಮುಖವಾಗಿರುತ್ತದೆ ಎಂದು ಹಿರಿಯ ಸಾಹಿತಿ ಶಾಂತಾರಾಮ ಪ್ರಭು ಹೇಳಿದರು. ಕನ್ನಡ ಸಾಹಿತ್ಯ ಪರಿಷತ್ ವತಿಯಿಂದ ಆಯೋಜಿಸಿದ್ದ ಗುರು ಸ್ಮರಣೆ ಕಾರ್ಯಕ್ರಮದಲ್ಲಿ ಮಾತನಾಡಿದ ಅವರು, ಗುರು ಪರಂಪರೆ ನಮ್ಮ ಸಂಸ್ಕೃತಿಯ ಭಾಗ. ಶಿಕ್ಷಕರು ವಿದ್ಯಾರ್ಥಿಗಳ ಜೀವನ ರೂಪಿಸುವ ಶಿಲ್ಪಿಗಳು ಎಂದರು. ಕಾರ್ಯಕ್ರಮದಲ್ಲಿ ನಿವೃತ್ತ ಶಿಕ್ಷಕರನ್ನು ಸನ್ಮಾನಿಸಲಾಯಿತು. ಕಸಾಪ ಜಿಲ್ಲಾಧ್ಯಕ್ಷ ಡಿ. ಮಂಜುನಾಥ ಅಧ್ಯಕ್ಷತೆ ವಹಿಸಿದ್ದರು. (38, 1737, 228, 1838)
photo-jade-matha (994, 1732, 1304, 1882)
rate-line: ಬೆಟ್ಟೆ-50,099-60,009 (36, 243, 124, 254)
registration-marks-icon (120, 2034, 180, 2044)
story-guru-purnima-cont2: ರಿಪ್ಪನ್‌ಪೇಟೆ: ಸಮೀಪದ ಮಠದ ಗ್ರಾಮ ವ್ಯಾಪ್ತಿಯ ಸರ್ಕಾರಿ ಶಾಲೆಯಲ್ಲಿ ಗುರು ಪೂರ್ಣಿಮೆ ಪ್ರಯುಕ್ತ ಗುರುವಿನ ಪಾದಪೂಜೆ ಕಾರ್ಯಕ್ರಮ ನಡೆಯಿತು. ವಿದ್ಯಾರ್ಥಿಗಳು ಶಿಕ್ಷಕರ ಪಾದ ತೊಳೆದು ಪೂಜೆ ಸಲ್ಲಿಸಿ ಆಶೀರ್ವಾದ ಪಡೆದರು. ತಾಲ್ಲೂಕು ಬಿಜೆಪಿ ಮಹಿಳಾ ಮೋರ್ಚಾ ಅಧ್ಯಕ್ಷೆ ಹಾಗೂ ಗ್ರಾಮ ಪಂಚಾಯಿತಿ ಸದಸ್ಯರು ಉಪಸ್ಥಿತರಿದ್ದರು. (1130, 1373, 1304, 1448)
box-headline-delay: ಹೆಚ್ಚು ನೀರು ನಿಲ್ಲುವ ಹಿನ್ನೆಲೆಯಲ್ಲಿ ಕಾಮಗಾರಿ ವಿಳಂಬ (296, 831, 601, 852)
rate-line: ಒಳಹರಿವು-23,158 ಕ್ಯೂಸೆಕ್ (42, 347, 137, 358)
brand-tagline: ರಾಷ್ಟ್ರೀಯತೆಯ ಧ್ವನಿ (1190, 46, 1248, 56)
column-divider (690, 1026, 691, 1616)
column-divider (826, 1640, 827, 2040)
dam-bhadra: ಭದ್ರಾ ಗರಿಷ್ಠ-186 ಅಡಿ ಇಂದಿನ ಮಟ್ಟ-174.4ಅಡಿ ಒಳಹರಿವು-11,991 ಕ್ಯೂಸೆಕ್ ಹೊರಹರಿವು-2304 ಕ್ಯೂಸೆಕ್ (156, 307, 266, 372)
page-number: 01 (1060, 48, 1097, 78)
headline-guru-smarane: ಪ್ರತಿಯೊಬ್ಬರ ಬದುಕಿನ ಸಾಧನೆಗೆ ಗುರುವಿನ ಪಾತ್ರ ದೊಡ್ಡದು (38, 1679, 596, 1714)
story-flyover: ತೀರ್ಥಹಳ್ಳಿ: ಕೋಟಿ ಕೋಟಿ ರೂ. ವೆಚ್ಚದಲ್ಲಿ ನಿರ್ಮಾಣವಾದ ಭಾರತೀಪುರ ಫ್ಲೈ ಓವರ್‌ನ ಒಂದು ಭಾಗ ಸಂಚಾರ ಬಂದ್ ಮಾಡಲಾಗಿದೆ. ಮಳೆಯಿಂದಾಗಿ ಮಣ್ಣು ಕುಸಿದಿರುವ ಹಿನ್ನೆಲೆಯಲ್ಲಿ ಮುಂಜಾಗ್ರತಾ ಕ್ರಮವಾಗಿ ಈ ನಿರ್ಧಾರ ಕೈಗೊಳ್ಳಲಾಗಿದೆ. ವಾಹನ ಸವಾರರು ಪರ್ಯಾಯ ಮಾರ್ಗ ಬಳಸುವಂತೆ ಸೂಚಿಸಲಾಗಿದೆ. ಕಳಪೆ ಕಾಮಗಾರಿಯ ಬಗ್ಗೆ ಸಾರ್ವಜನಿಕರು ಆಕ್ರೋಶ ವ್ಯಕ್ತಪಡಿಸಿದ್ದಾರೆ. (700, 1067, 896, 1142)
box-inauguration-text: ಜುಲೈ 14ರಂದು ಸೇತುವೆ ಮೈದಾನದಲ್ಲಿ ವೇದಿಕೆ ಕಾರ್ಯಕ್ರಮ ಆಯೋಜನೆಗೊಂಡಿದೆ. ಬೆಳಗ್ಗೆ 10 ಗಂಟೆಗೆ ಕೇಂದ್ರ ಸಚಿವರಾದ ನಿತಿನ್ ಗಡ್ಕರಿ, ಪ್ರಹ್ಲಾದ್ ಜೋಶಿ, ಮಾಜಿ ಮುಖ್ಯಮಂತ್ರಿ ಯಡಿಯೂರಪ್ಪ, ಸಂಸದ ಬಿ.ವೈ. ರಾಘವೇಂದ್ರ ಸೇರಿದಂತೆ ಗಣ್ಯರು ಭಾಗವಹಿಸಲಿದ್ದಾರೆ. (1126, 619, 1289, 700)
story-guru-smarane-cont3: ಶಿವಮೊಗ್ಗ: ಪ್ರತಿಯೊಬ್ಬರ ಬದುಕಿನ ಸಾಧನೆಯ ಹಿಂದೆ ಗುರುವಿನ ಪಾತ್ರ ಪ್ರಮುಖವಾಗಿರುತ್ತದೆ ಎಂದು ಹಿರಿಯ ಸಾಹಿತಿ ಶಾಂತಾರಾಮ ಪ್ರಭು ಹೇಳಿದರು. ಕನ್ನಡ ಸಾಹಿತ್ಯ ಪರಿಷತ್ ವತಿಯಿಂದ ಆಯೋಜಿಸಿದ್ದ ಗುರು ಸ್ಮರಣೆ ಕಾರ್ಯಕ್ರಮದಲ್ಲಿ ಮಾತನಾಡಿದ ಅವರು, ಗುರು ಪರಂಪರೆ ನಮ್ಮ ಸಂಸ್ಕೃತಿಯ ಭಾಗ. ಶಿಕ್ಷಕರು ವಿದ್ಯಾರ್ಥಿಗಳ ಜೀವನ ರೂಪಿಸುವ ಶಿಲ್ಪಿಗಳು ಎಂದರು. ಕಾರ್ಯಕ್ರಮದಲ್ಲಿ ನಿವೃತ್ತ ಶಿಕ್ಷಕರನ್ನು ಸನ್ಮಾನಿಸಲಾಯಿತು. ಕಸಾಪ ಜಿಲ್ಲಾಧ್ಯಕ್ಷ ಡಿ. ಮಂಜುನಾಥ ಅಧ್ಯಕ್ಷತೆ ವಹಿಸಿದ್ದರು. (640, 1737, 820, 1838)
rate-line: ಗೊರಬಲು-21,011-30,259 (36, 257, 142, 268)
box-delay-text: 2018ರಲ್ಲಿ ಕಾಂಗ್ರೆಸ್ ಸರ್ಕಾರ ಸೇತುವೆಗೆ 115 ಕೋಟಿ ರೂ ಮಂಜೂರು ಮಾಡಿತ್ತು. ಯೋಜನೆ ರೂಪಿಸುವಾಗ 22 ಅಡಿ ನೀರು ನಿಲ್ಲುತ್ತದೆ ಎಂದು ತೋರಿಸಲಾಗಿತ್ತು. ಆದರೆ ಹಿನ್ನೀರು ಪ್ರದೇಶದಲ್ಲಿ 62 ರಿಂದ 72 ಅಡಿ ನೀರು ನಿಲ್ಲುತ್ತದೆ. ಕೇಂದ್ರ ಸರ್ಕಾರ ಹೆಚ್ಚುವರಿ ಅನುದಾನ ನೀಡಿದ ಬಳಿಕ ಕಾಮಗಾರಿ ಮುಂದುವರಿಯಿತು. ನಾವು ಕಾಮಗಾರಿಯನ್ನು ವಿಳಂಬ ಮಾಡಿಲ್ಲ ಎಂದು ಹಾಲಪ್ಪ ಸ್ಪಷ್ಟಪಡಿಸಿದರು. (302, 863, 871, 886)
dam-linganamakki: ಲಿಂಗನಮಕ್ಕಿ ಗರಿಷ್ಠ-1819 ಅಡಿ ಇಂದಿನ ಮಟ್ಟ-1797.60 ಅಡಿ ಒಳಹರಿವು-23,158 ಕ್ಯೂಸೆಕ್ ಹೊರಹರಿವು-7668 ಕ್ಯೂಸೆಕ್ (42, 307, 152, 372)
story-obituary: ಭದ್ರಾವತಿ: ತಾಲೂಕಿನ ಅರಳಿಹಳ್ಳಿ ಗ್ರಾಮದ ನಿವಾಸಿ, ಜಿಲ್ಲಾ ಸಹಕಾರಿ ಬ್ಯಾಂಕ್ ನಿವೃತ್ತ ಅಧಿಕಾರಿ ಚಂದ್ರಶೇಖರಯ್ಯ (73) ಶುಕ್ರವಾರ ಬೆಳಗ್ಗೆ ನಿಧನರಾದರು. ಮೃತರು ಪತ್ನಿ, ಪುತ್ರ ಹಾಗೂ ಅಪಾರ ಬಂಧುಗಳನ್ನು ಅಗಲಿದ್ದಾರೆ. ಅಂತ್ಯಕ್ರಿಯೆ ಸ್ವಗ್ರಾಮದಲ್ಲಿ ನೆರವೇರಿತು. ಗಣ್ಯರು ಸಂತಾಪ ಸೂಚಿಸಿದ್ದಾರೆ. (38, 1369, 174, 1457)
